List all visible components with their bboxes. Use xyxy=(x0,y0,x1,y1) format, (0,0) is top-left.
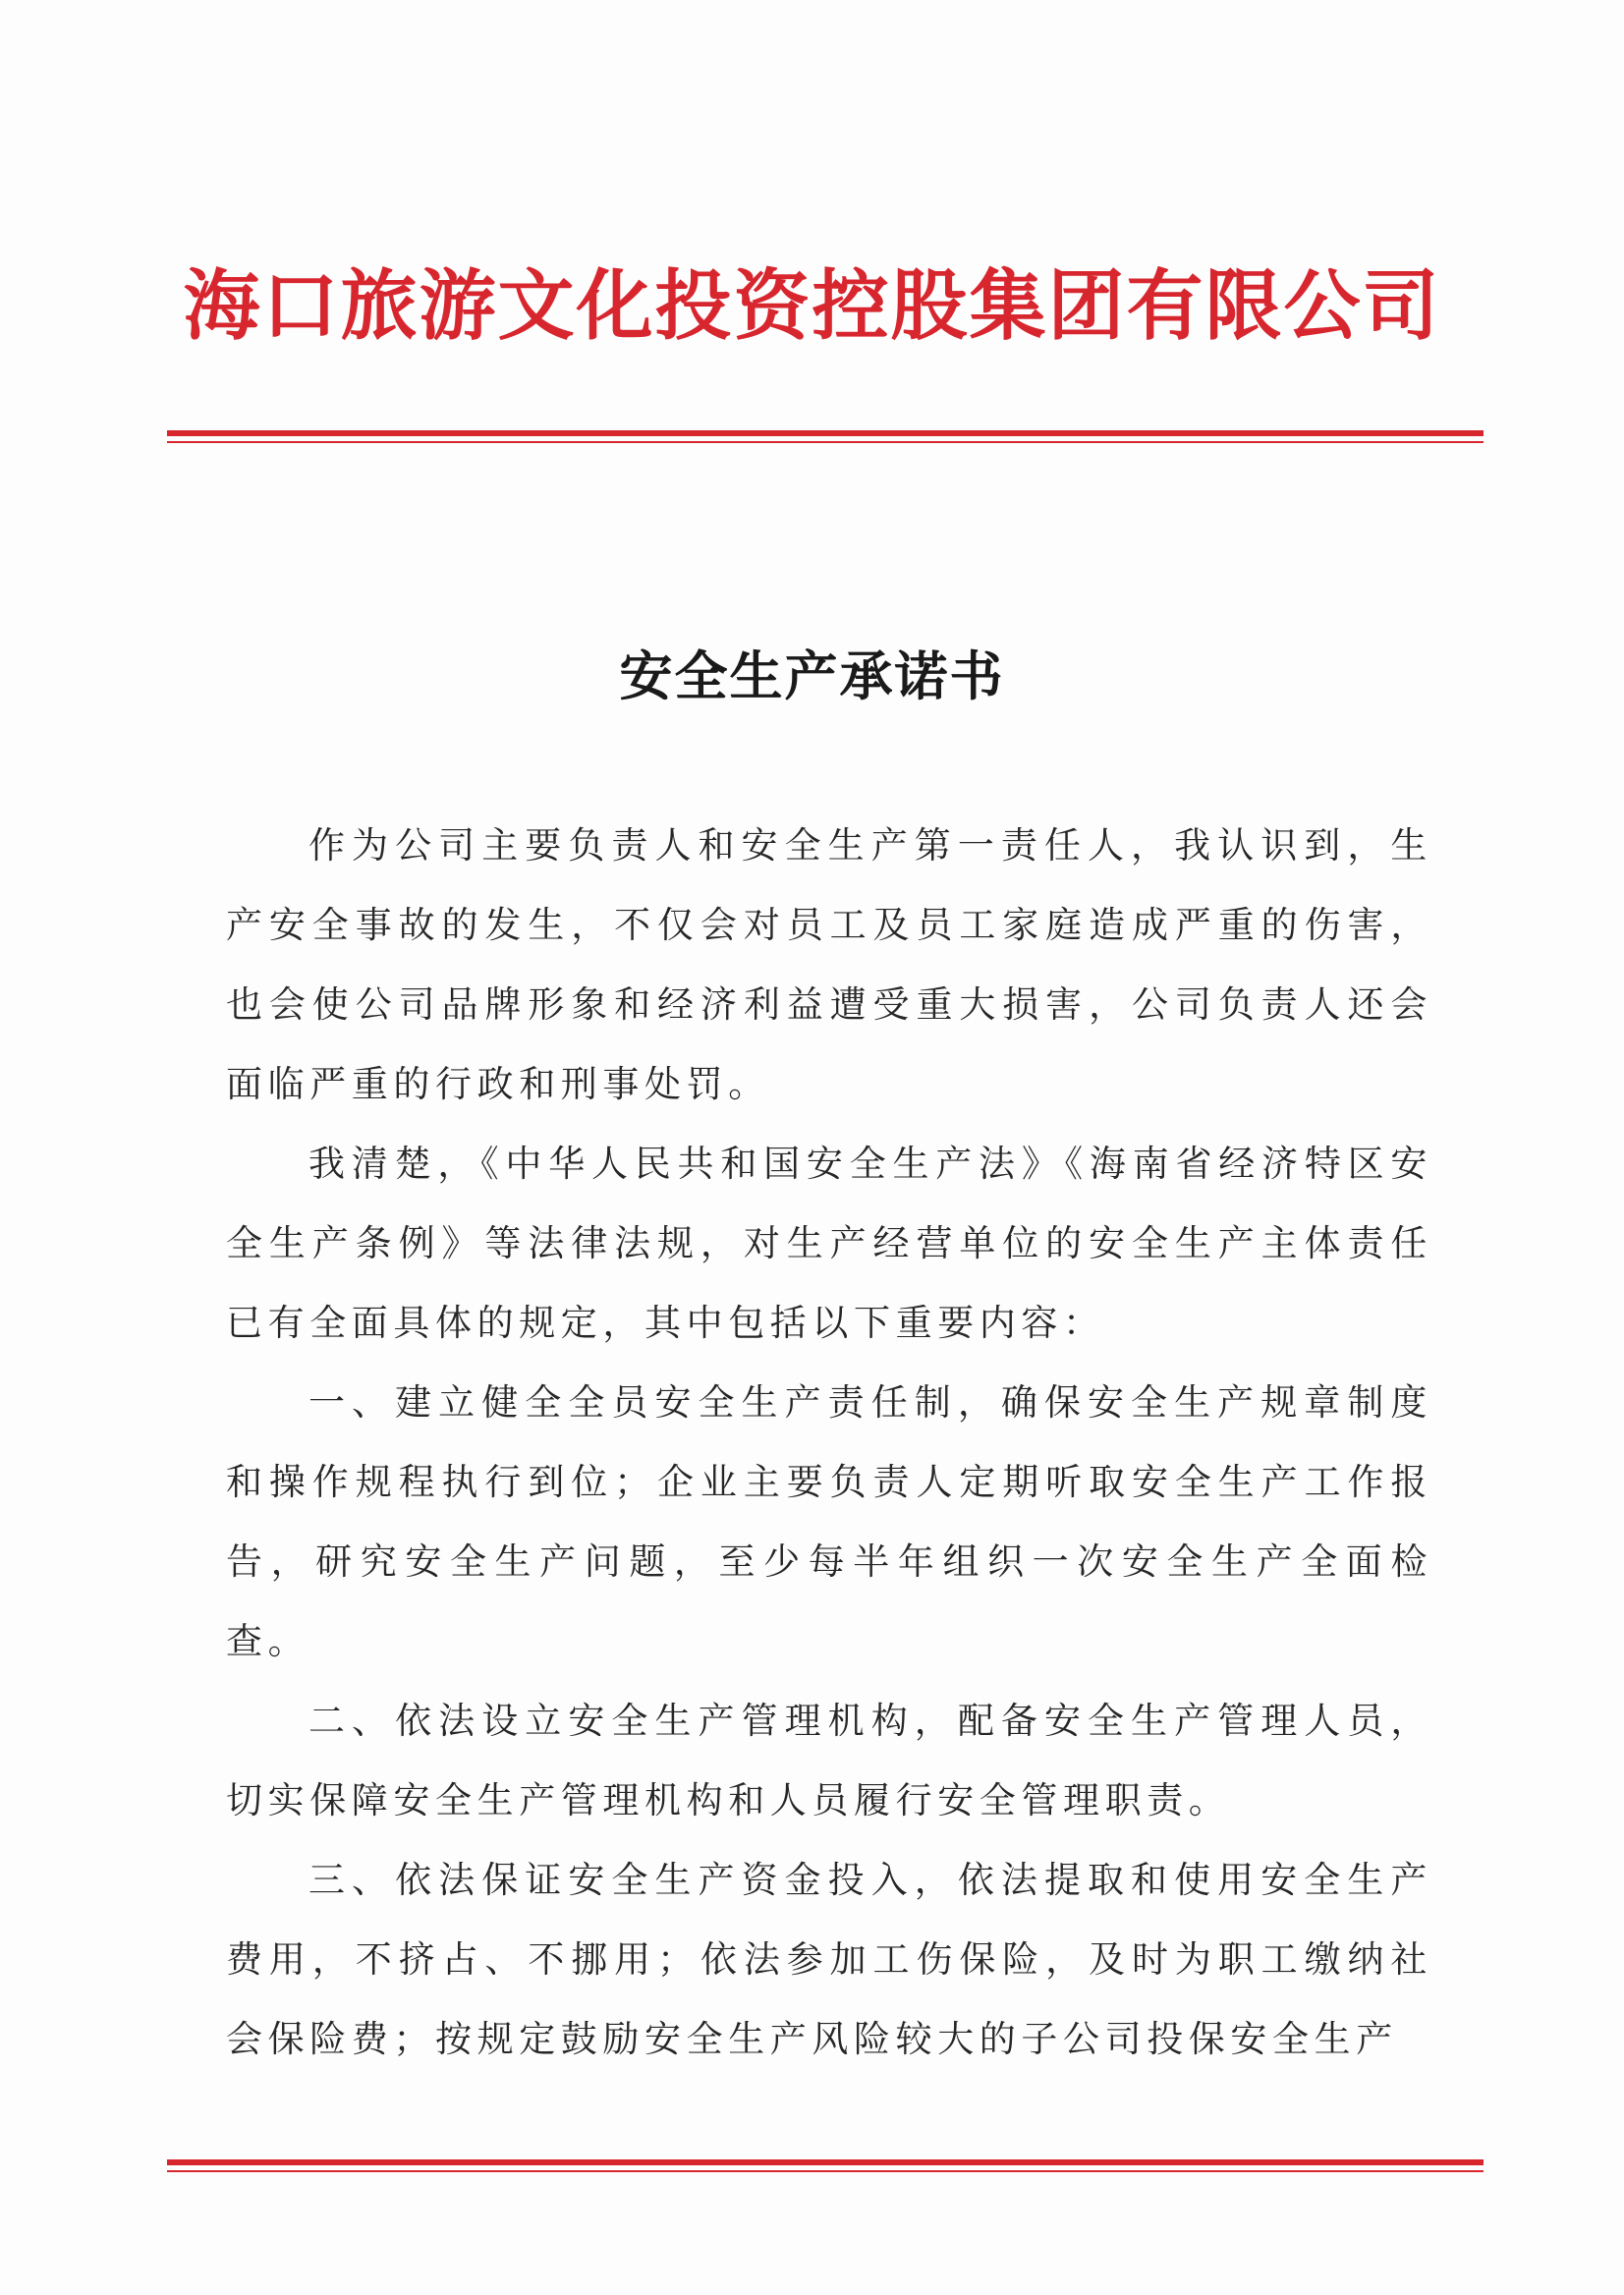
body-paragraph: 一、建立健全全员安全生产责任制，确保安全生产规章制度和操作规程执行到位；企业主要负责人定期听取安全生产工作报告，研究安全生产问题，至少每半年组织一次安全生产全面检查。 xyxy=(226,1381,1432,1662)
bottom-rule-thin-line xyxy=(167,2170,1484,2172)
letterhead-top-rule xyxy=(167,430,1484,443)
body-paragraph: 三、依法保证安全生产资金投入，依法提取和使用安全生产费用，不挤占、不挪用；依法参加工伤保险，及时为职工缴纳社会保险费；按规定鼓励安全生产风险较大的子公司投保安全生产 xyxy=(226,1859,1432,2060)
body-paragraph: 我清楚，《中华人民共和国安全生产法》《海南省经济特区安全生产条例》等法律法规，对生产经营单位的安全生产主体责任已有全面具体的规定，其中包括以下重要内容： xyxy=(226,1143,1432,1344)
top-rule-thin-line xyxy=(167,441,1484,443)
document-title: 安全生产承诺书 xyxy=(619,644,1005,707)
body-paragraph: 作为公司主要负责人和安全生产第一责任人，我认识到，生产安全事故的发生，不仅会对员工及员工家庭造成严重的伤害，也会使公司品牌形象和经济利益遭受重大损害，公司负责人还会面临严重的行政和刑事处罚。 xyxy=(226,824,1432,1105)
body-paragraph: 二、依法设立安全生产管理机构，配备安全生产管理人员，切实保障安全生产管理机构和人员履行安全管理职责。 xyxy=(226,1700,1432,1821)
bottom-rule-thick-line xyxy=(167,2159,1484,2165)
top-rule-thick-line xyxy=(167,430,1484,436)
footer-bottom-rule xyxy=(167,2159,1484,2172)
letterhead-company-name: 海口旅游文化投资控股集团有限公司 xyxy=(183,261,1441,351)
document-body xyxy=(226,806,1432,2079)
